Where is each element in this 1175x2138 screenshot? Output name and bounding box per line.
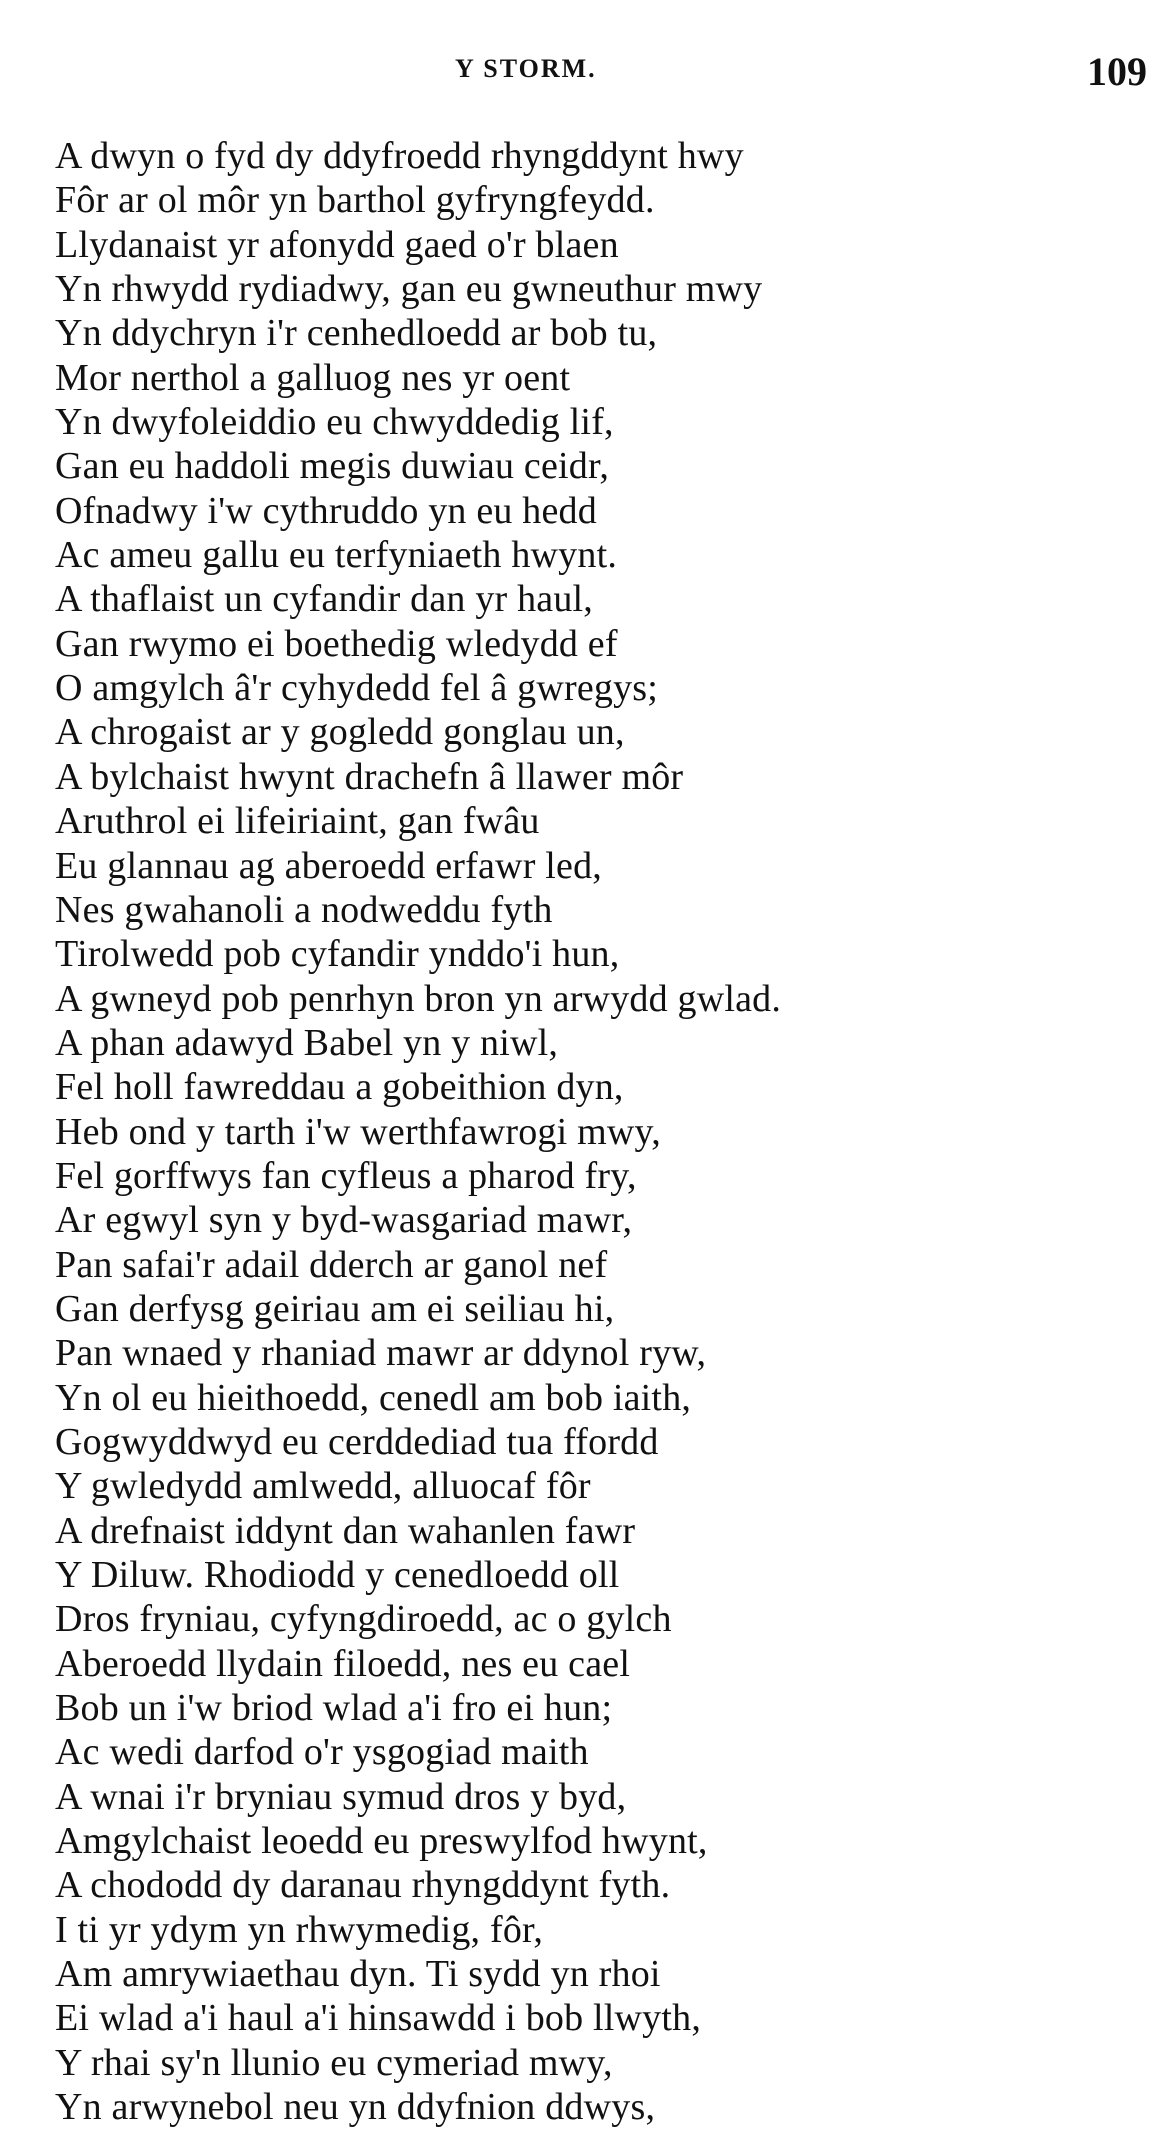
page-number: 109 <box>1087 49 1147 94</box>
poem-line: Bob un i'w briod wlad a'i fro ei hun; <box>55 1687 613 1730</box>
poem-line: Aruthrol ei lifeiriaint, gan fwâu <box>55 800 540 843</box>
poem-line: A drefnaist iddynt dan wahanlen fawr <box>55 1509 636 1552</box>
poem-line: Yn dwyfoleiddio eu chwyddedig lif, <box>55 401 614 444</box>
poem-line: Y gwledydd amlwedd, alluocaf fôr <box>55 1465 591 1508</box>
poem-line: Dros fryniau, cyfyngdiroedd, ac o gylch <box>55 1598 672 1641</box>
poem-line: Amgylchaist leoedd eu preswylfod hwynt, <box>55 1820 708 1863</box>
poem-line: Llydanaist yr afonydd gaed o'r blaen <box>55 223 619 266</box>
poem-line: A thaflaist un cyfandir dan yr haul, <box>55 578 593 621</box>
poem-line: A phan adawyd Babel yn y niwl, <box>55 1021 559 1064</box>
poem-line: Am amrywiaethau dyn. Ti sydd yn rhoi <box>55 1953 661 1996</box>
poem-line: Yn ol eu hieithoedd, cenedl am bob iaith, <box>55 1376 692 1419</box>
poem-line: Y Diluw. Rhodiodd y cenedloedd oll <box>55 1554 620 1596</box>
poem-line: Heb ond y tarth i'w werthfawrogi mwy, <box>55 1110 661 1153</box>
poem-line: Gan rwymo ei boethedig wledydd ef <box>55 622 618 665</box>
poem-line: Yn rhwydd rydiadwy, gan eu gwneuthur mwy <box>55 268 763 311</box>
poem-line: Gogwyddwyd eu cerddediad tua ffordd <box>55 1420 659 1463</box>
poem-line: Ar egwyl syn y byd-wasgariad mawr, <box>55 1199 633 1242</box>
poem-line: Ei wlad a'i haul a'i hinsawdd i bob llwyth, <box>55 1997 702 2040</box>
poem-line: Tirolwedd pob cyfandir ynddo'i hun, <box>55 933 620 976</box>
poem-line: Gan derfysg geiriau am ei seiliau hi, <box>55 1287 615 1330</box>
poem-line: Ac wedi darfod o'r ysgogiad maith <box>55 1731 589 1774</box>
poem-line: Fôr ar ol môr yn barthol gyfryngfeydd. <box>55 179 655 222</box>
poem-line: Aberoedd llydain filoedd, nes eu cael <box>55 1642 631 1685</box>
poem-line: Fel gorffwys fan cyfleus a pharod fry, <box>55 1154 637 1197</box>
poem-line: A gwneyd pob penrhyn bron yn arwydd gwlad. <box>55 977 782 1020</box>
poem-line: Eu glannau ag aberoedd erfawr led, <box>55 844 602 887</box>
running-head <box>0 48 1175 98</box>
poem-line: Y rhai sy'n llunio eu cymeriad mwy, <box>55 2041 613 2084</box>
poem-line: Yn arwynebol neu yn ddyfnion ddwys, <box>55 2086 656 2129</box>
poem-line: Ofnadwy i'w cythruddo yn eu hedd <box>55 489 597 532</box>
poem-line: A dwyn o fyd dy ddyfroedd rhyngddynt hwy <box>55 135 744 177</box>
poem-line: A bylchaist hwynt drachefn â llawer môr <box>55 755 684 798</box>
poem-line: Gan eu haddoli megis duwiau ceidr, <box>55 445 610 488</box>
poem-line: A chrogaist ar y gogledd gonglau un, <box>55 711 625 754</box>
running-title: Y STORM. <box>455 54 597 83</box>
poem-line: Pan wnaed y rhaniad mawr ar ddynol ryw, <box>55 1332 707 1375</box>
poem-line: I ti yr ydym yn rhwymedig, fôr, <box>55 1908 544 1951</box>
poem-line: A chododd dy daranau rhyngddynt fyth. <box>55 1864 671 1907</box>
poem-line: O amgylch â'r cyhydedd fel â gwregys; <box>55 667 659 710</box>
poem-line: Fel holl fawreddau a gobeithion dyn, <box>55 1066 624 1109</box>
poem-line: Mor nerthol a galluog nes yr oent <box>55 356 571 399</box>
poem-line: Ac ameu gallu eu terfyniaeth hwynt. <box>55 534 618 577</box>
poem-line: Yn ddychryn i'r cenhedloedd ar bob tu, <box>55 312 658 355</box>
poem-line: A wnai i'r bryniau symud dros y byd, <box>55 1775 627 1818</box>
poem-line: Pan safai'r adail dderch ar ganol nef <box>55 1243 608 1286</box>
poem-line: Nes gwahanoli a nodweddu fyth <box>55 888 553 931</box>
poem-text <box>55 134 1155 2129</box>
